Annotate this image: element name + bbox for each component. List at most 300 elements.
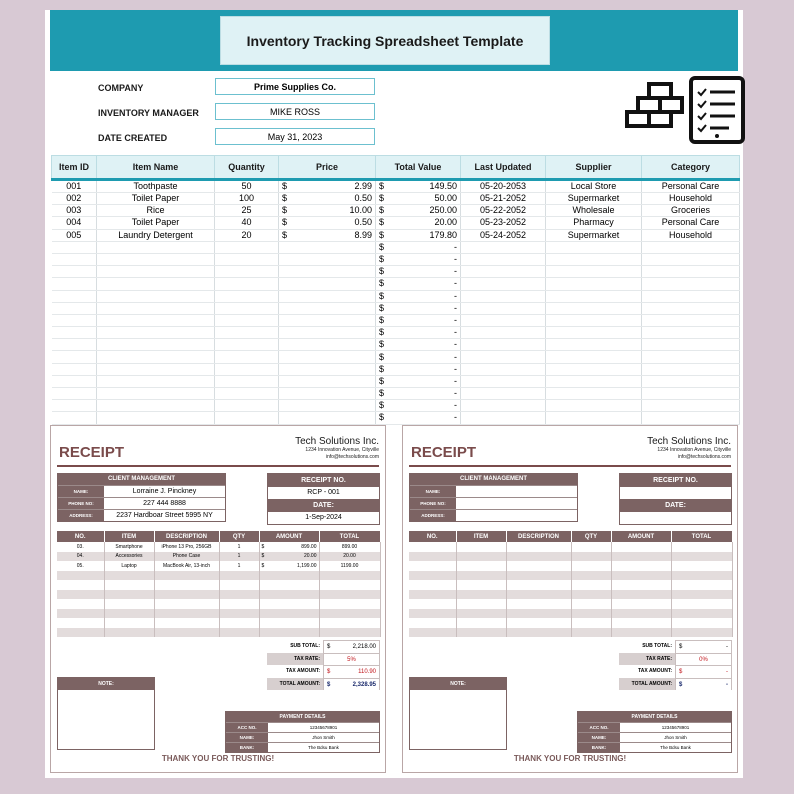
manager-field[interactable]: MIKE ROSS bbox=[215, 103, 375, 120]
item-no[interactable] bbox=[57, 618, 104, 628]
item-total[interactable] bbox=[671, 571, 732, 581]
cell-total-value[interactable] bbox=[376, 314, 461, 326]
cell-empty[interactable] bbox=[642, 302, 740, 314]
item-amount[interactable] bbox=[259, 628, 319, 638]
col-supplier[interactable]: Supplier bbox=[546, 156, 642, 180]
item-qty[interactable] bbox=[219, 571, 259, 581]
cell-empty[interactable] bbox=[97, 351, 215, 363]
item-total[interactable] bbox=[319, 618, 380, 628]
col-last-updated[interactable]: Last Updated bbox=[461, 156, 546, 180]
cell-empty[interactable] bbox=[642, 266, 740, 278]
item-no[interactable] bbox=[409, 590, 456, 600]
item-qty[interactable] bbox=[571, 599, 611, 609]
item-description[interactable] bbox=[506, 552, 571, 562]
cell-empty[interactable] bbox=[215, 253, 279, 265]
cell-empty[interactable] bbox=[279, 327, 376, 339]
cell-empty[interactable] bbox=[461, 339, 546, 351]
cell-empty[interactable] bbox=[546, 302, 642, 314]
cell-empty[interactable] bbox=[461, 400, 546, 412]
item-qty[interactable] bbox=[571, 618, 611, 628]
item-name[interactable] bbox=[104, 580, 154, 590]
cell-total-value[interactable] bbox=[376, 339, 461, 351]
cell-supplier[interactable]: Local Store bbox=[546, 180, 642, 193]
cell-empty[interactable] bbox=[215, 412, 279, 424]
cell-empty[interactable] bbox=[52, 302, 97, 314]
cell-empty[interactable] bbox=[546, 351, 642, 363]
item-no[interactable]: 04. bbox=[57, 552, 104, 562]
cell-total-value[interactable] bbox=[376, 241, 461, 253]
cell-empty[interactable] bbox=[461, 388, 546, 400]
item-name[interactable] bbox=[104, 628, 154, 638]
cell-empty[interactable] bbox=[461, 278, 546, 290]
cell-empty[interactable] bbox=[52, 375, 97, 387]
col-item-id[interactable]: Item ID bbox=[52, 156, 97, 180]
cell-empty[interactable] bbox=[97, 314, 215, 326]
cell-item-id[interactable]: 003 bbox=[52, 205, 97, 217]
cell-supplier[interactable]: Pharmacy bbox=[546, 217, 642, 229]
cell-empty[interactable] bbox=[642, 363, 740, 375]
item-amount[interactable] bbox=[259, 599, 319, 609]
item-name[interactable] bbox=[456, 628, 506, 638]
item-name[interactable] bbox=[456, 599, 506, 609]
item-description[interactable]: MacBook Air, 13-inch bbox=[154, 561, 219, 571]
item-description[interactable]: iPhone 13 Pro, 256GB bbox=[154, 542, 219, 552]
cell-empty[interactable] bbox=[546, 388, 642, 400]
client-address-field[interactable] bbox=[456, 510, 577, 521]
cell-total-value[interactable] bbox=[376, 327, 461, 339]
item-qty[interactable] bbox=[219, 628, 259, 638]
cell-last-updated[interactable]: 05-23-2052 bbox=[461, 217, 546, 229]
item-no[interactable]: 03. bbox=[57, 542, 104, 552]
item-amount[interactable] bbox=[259, 609, 319, 619]
cell-empty[interactable] bbox=[215, 314, 279, 326]
cell-empty[interactable] bbox=[546, 363, 642, 375]
cell-empty[interactable] bbox=[546, 314, 642, 326]
cell-empty[interactable] bbox=[279, 375, 376, 387]
cell-empty[interactable] bbox=[279, 351, 376, 363]
cell-empty[interactable] bbox=[279, 290, 376, 302]
item-total[interactable] bbox=[671, 609, 732, 619]
cell-empty[interactable] bbox=[97, 253, 215, 265]
cell-empty[interactable] bbox=[97, 363, 215, 375]
item-description[interactable] bbox=[506, 599, 571, 609]
item-amount[interactable] bbox=[611, 618, 671, 628]
item-description[interactable] bbox=[506, 628, 571, 638]
cell-empty[interactable] bbox=[461, 375, 546, 387]
taxrate-field[interactable] bbox=[323, 653, 380, 666]
cell-total-value[interactable] bbox=[376, 363, 461, 375]
cell-empty[interactable] bbox=[461, 363, 546, 375]
cell-empty[interactable] bbox=[52, 278, 97, 290]
col-quantity[interactable]: Quantity bbox=[215, 156, 279, 180]
cell-empty[interactable] bbox=[461, 302, 546, 314]
cell-empty[interactable] bbox=[461, 266, 546, 278]
item-description[interactable] bbox=[154, 571, 219, 581]
item-no[interactable] bbox=[409, 561, 456, 571]
cell-empty[interactable] bbox=[97, 388, 215, 400]
cell-empty[interactable] bbox=[52, 351, 97, 363]
item-total[interactable]: 899.00 bbox=[319, 542, 380, 552]
cell-total-value[interactable] bbox=[376, 290, 461, 302]
cell-empty[interactable] bbox=[642, 388, 740, 400]
cell-category[interactable]: Household bbox=[642, 193, 740, 205]
cell-empty[interactable] bbox=[97, 290, 215, 302]
item-no[interactable] bbox=[57, 580, 104, 590]
item-amount[interactable] bbox=[611, 599, 671, 609]
item-total[interactable]: 20.00 bbox=[319, 552, 380, 562]
cell-empty[interactable] bbox=[546, 266, 642, 278]
item-name[interactable]: Smartphone bbox=[104, 542, 154, 552]
cell-empty[interactable] bbox=[97, 375, 215, 387]
cell-item-name[interactable]: Toilet Paper bbox=[97, 193, 215, 205]
item-qty[interactable] bbox=[219, 618, 259, 628]
receipt-no-field[interactable] bbox=[620, 487, 731, 499]
item-no[interactable] bbox=[409, 618, 456, 628]
item-no[interactable] bbox=[409, 628, 456, 638]
cell-total-value[interactable] bbox=[376, 351, 461, 363]
cell-empty[interactable] bbox=[215, 400, 279, 412]
cell-price[interactable] bbox=[279, 205, 376, 217]
cell-empty[interactable] bbox=[52, 327, 97, 339]
cell-empty[interactable] bbox=[97, 278, 215, 290]
cell-item-id[interactable]: 005 bbox=[52, 229, 97, 241]
item-amount[interactable] bbox=[259, 571, 319, 581]
cell-empty[interactable] bbox=[461, 314, 546, 326]
cell-price[interactable] bbox=[279, 193, 376, 205]
item-amount[interactable] bbox=[259, 561, 319, 571]
cell-empty[interactable] bbox=[215, 339, 279, 351]
cell-empty[interactable] bbox=[52, 241, 97, 253]
cell-empty[interactable] bbox=[461, 351, 546, 363]
cell-empty[interactable] bbox=[279, 363, 376, 375]
item-description[interactable] bbox=[506, 542, 571, 552]
client-address-field[interactable]: 2237 Hardboar Street 5995 NY bbox=[116, 512, 213, 519]
cell-item-id[interactable]: 004 bbox=[52, 217, 97, 229]
client-phone-field[interactable] bbox=[456, 498, 577, 509]
cell-empty[interactable] bbox=[215, 266, 279, 278]
item-total[interactable] bbox=[671, 628, 732, 638]
cell-item-name[interactable]: Laundry Detergent bbox=[97, 229, 215, 241]
acc-no-field[interactable]: 12345678901 bbox=[661, 725, 690, 730]
item-no[interactable]: 05. bbox=[57, 561, 104, 571]
item-qty[interactable] bbox=[571, 590, 611, 600]
cell-empty[interactable] bbox=[279, 400, 376, 412]
item-description[interactable] bbox=[506, 561, 571, 571]
cell-total-value[interactable] bbox=[376, 412, 461, 424]
cell-empty[interactable] bbox=[642, 351, 740, 363]
cell-total-value[interactable] bbox=[376, 193, 461, 205]
cell-item-name[interactable]: Rice bbox=[97, 205, 215, 217]
item-qty[interactable] bbox=[571, 571, 611, 581]
item-name[interactable] bbox=[456, 609, 506, 619]
cell-empty[interactable] bbox=[642, 290, 740, 302]
item-amount[interactable] bbox=[611, 628, 671, 638]
date-field[interactable]: 1-Sep-2024 bbox=[305, 514, 342, 521]
acc-name-field[interactable]: Jhon Smith bbox=[312, 735, 335, 740]
receipt-no-field[interactable]: RCP - 001 bbox=[307, 489, 340, 496]
cell-supplier[interactable]: Supermarket bbox=[546, 229, 642, 241]
item-total[interactable] bbox=[671, 580, 732, 590]
taxrate-field[interactable] bbox=[675, 653, 732, 666]
item-total[interactable] bbox=[671, 618, 732, 628]
cell-empty[interactable] bbox=[279, 388, 376, 400]
item-no[interactable] bbox=[57, 628, 104, 638]
cell-category[interactable]: Personal Care bbox=[642, 217, 740, 229]
cell-empty[interactable] bbox=[279, 253, 376, 265]
item-no[interactable] bbox=[409, 609, 456, 619]
cell-quantity[interactable]: 100 bbox=[215, 193, 279, 205]
item-no[interactable] bbox=[409, 571, 456, 581]
item-name[interactable] bbox=[456, 552, 506, 562]
cell-empty[interactable] bbox=[279, 278, 376, 290]
cell-empty[interactable] bbox=[52, 290, 97, 302]
cell-total-value[interactable] bbox=[376, 180, 461, 193]
item-total[interactable] bbox=[319, 609, 380, 619]
item-qty[interactable] bbox=[571, 609, 611, 619]
item-description[interactable] bbox=[154, 580, 219, 590]
item-description[interactable] bbox=[506, 618, 571, 628]
acc-no-field[interactable]: 12345678901 bbox=[309, 725, 338, 730]
cell-total-value[interactable] bbox=[376, 205, 461, 217]
cell-empty[interactable] bbox=[642, 278, 740, 290]
item-qty[interactable]: 1 bbox=[219, 542, 259, 552]
item-qty[interactable] bbox=[571, 580, 611, 590]
item-description[interactable] bbox=[506, 580, 571, 590]
cell-empty[interactable] bbox=[52, 363, 97, 375]
cell-item-name[interactable]: Toilet Paper bbox=[97, 217, 215, 229]
col-item-name[interactable]: Item Name bbox=[97, 156, 215, 180]
item-no[interactable] bbox=[409, 552, 456, 562]
cell-empty[interactable] bbox=[461, 412, 546, 424]
cell-item-name[interactable]: Toothpaste bbox=[97, 180, 215, 193]
cell-total-value[interactable] bbox=[376, 278, 461, 290]
cell-empty[interactable] bbox=[97, 412, 215, 424]
cell-quantity[interactable]: 20 bbox=[215, 229, 279, 241]
cell-empty[interactable] bbox=[642, 241, 740, 253]
cell-empty[interactable] bbox=[642, 327, 740, 339]
cell-empty[interactable] bbox=[97, 241, 215, 253]
item-description[interactable]: Phone Case bbox=[154, 552, 219, 562]
cell-empty[interactable] bbox=[97, 266, 215, 278]
cell-empty[interactable] bbox=[546, 327, 642, 339]
cell-item-id[interactable]: 001 bbox=[52, 180, 97, 193]
item-amount[interactable] bbox=[259, 542, 319, 552]
item-total[interactable] bbox=[319, 599, 380, 609]
cell-price[interactable] bbox=[279, 217, 376, 229]
item-name[interactable] bbox=[104, 590, 154, 600]
company-field[interactable]: Prime Supplies Co. bbox=[215, 78, 375, 95]
item-name[interactable] bbox=[456, 561, 506, 571]
cell-empty[interactable] bbox=[52, 314, 97, 326]
item-description[interactable] bbox=[154, 628, 219, 638]
cell-last-updated[interactable]: 05-24-2052 bbox=[461, 229, 546, 241]
cell-supplier[interactable]: Wholesale bbox=[546, 205, 642, 217]
col-price[interactable]: Price bbox=[279, 156, 376, 180]
item-name[interactable] bbox=[456, 580, 506, 590]
cell-total-value[interactable] bbox=[376, 302, 461, 314]
cell-empty[interactable] bbox=[97, 339, 215, 351]
cell-empty[interactable] bbox=[97, 327, 215, 339]
item-no[interactable] bbox=[409, 580, 456, 590]
item-amount[interactable] bbox=[611, 580, 671, 590]
item-name[interactable] bbox=[104, 571, 154, 581]
cell-empty[interactable] bbox=[215, 327, 279, 339]
item-total[interactable] bbox=[671, 561, 732, 571]
col-total-value[interactable]: Total Value bbox=[376, 156, 461, 180]
item-name[interactable] bbox=[104, 599, 154, 609]
item-qty[interactable] bbox=[219, 580, 259, 590]
item-description[interactable] bbox=[506, 609, 571, 619]
cell-empty[interactable] bbox=[52, 400, 97, 412]
item-amount[interactable] bbox=[611, 609, 671, 619]
cell-quantity[interactable]: 50 bbox=[215, 180, 279, 193]
item-total[interactable] bbox=[319, 580, 380, 590]
item-qty[interactable]: 1 bbox=[219, 561, 259, 571]
cell-empty[interactable] bbox=[97, 400, 215, 412]
cell-empty[interactable] bbox=[52, 339, 97, 351]
cell-empty[interactable] bbox=[52, 412, 97, 424]
cell-empty[interactable] bbox=[215, 388, 279, 400]
cell-empty[interactable] bbox=[215, 302, 279, 314]
cell-empty[interactable] bbox=[215, 241, 279, 253]
item-total[interactable] bbox=[671, 599, 732, 609]
cell-empty[interactable] bbox=[546, 400, 642, 412]
date-field[interactable] bbox=[620, 512, 731, 524]
cell-empty[interactable] bbox=[642, 412, 740, 424]
cell-empty[interactable] bbox=[279, 302, 376, 314]
item-total[interactable]: 1199.00 bbox=[319, 561, 380, 571]
cell-empty[interactable] bbox=[215, 290, 279, 302]
cell-total-value[interactable] bbox=[376, 375, 461, 387]
item-amount[interactable] bbox=[611, 590, 671, 600]
item-total[interactable] bbox=[319, 571, 380, 581]
item-amount[interactable] bbox=[259, 552, 319, 562]
item-name[interactable] bbox=[456, 590, 506, 600]
item-qty[interactable] bbox=[219, 599, 259, 609]
item-total[interactable] bbox=[319, 628, 380, 638]
note-box[interactable] bbox=[409, 677, 507, 750]
date-created-field[interactable]: May 31, 2023 bbox=[215, 128, 375, 145]
cell-empty[interactable] bbox=[546, 412, 642, 424]
item-qty[interactable] bbox=[571, 542, 611, 552]
item-name[interactable] bbox=[456, 571, 506, 581]
cell-empty[interactable] bbox=[546, 339, 642, 351]
item-amount[interactable] bbox=[611, 571, 671, 581]
item-name[interactable] bbox=[104, 618, 154, 628]
cell-empty[interactable] bbox=[279, 412, 376, 424]
cell-total-value[interactable] bbox=[376, 217, 461, 229]
item-no[interactable] bbox=[409, 599, 456, 609]
item-description[interactable] bbox=[154, 599, 219, 609]
client-name-field[interactable]: Lorraine J. Pinckney bbox=[132, 488, 197, 495]
client-phone-field[interactable]: 227 444 8888 bbox=[143, 500, 186, 507]
item-name[interactable] bbox=[456, 618, 506, 628]
cell-empty[interactable] bbox=[52, 266, 97, 278]
cell-empty[interactable] bbox=[461, 253, 546, 265]
cell-empty[interactable] bbox=[97, 302, 215, 314]
cell-total-value[interactable] bbox=[376, 253, 461, 265]
item-qty[interactable] bbox=[219, 590, 259, 600]
cell-empty[interactable] bbox=[215, 351, 279, 363]
cell-empty[interactable] bbox=[461, 290, 546, 302]
cell-category[interactable]: Household bbox=[642, 229, 740, 241]
cell-total-value[interactable] bbox=[376, 266, 461, 278]
cell-empty[interactable] bbox=[546, 241, 642, 253]
cell-total-value[interactable] bbox=[376, 388, 461, 400]
cell-empty[interactable] bbox=[642, 314, 740, 326]
cell-empty[interactable] bbox=[279, 266, 376, 278]
cell-empty[interactable] bbox=[546, 278, 642, 290]
cell-category[interactable]: Groceries bbox=[642, 205, 740, 217]
cell-empty[interactable] bbox=[215, 278, 279, 290]
cell-total-value[interactable] bbox=[376, 229, 461, 241]
cell-empty[interactable] bbox=[546, 290, 642, 302]
item-no[interactable] bbox=[57, 599, 104, 609]
item-description[interactable] bbox=[506, 590, 571, 600]
cell-price[interactable] bbox=[279, 229, 376, 241]
item-no[interactable] bbox=[57, 609, 104, 619]
cell-empty[interactable] bbox=[52, 388, 97, 400]
cell-price[interactable] bbox=[279, 180, 376, 193]
item-qty[interactable] bbox=[571, 628, 611, 638]
item-amount[interactable] bbox=[259, 618, 319, 628]
item-qty[interactable] bbox=[571, 552, 611, 562]
cell-category[interactable]: Personal Care bbox=[642, 180, 740, 193]
cell-quantity[interactable]: 40 bbox=[215, 217, 279, 229]
cell-quantity[interactable]: 25 bbox=[215, 205, 279, 217]
cell-supplier[interactable]: Supermarket bbox=[546, 193, 642, 205]
note-box[interactable] bbox=[57, 677, 155, 750]
cell-empty[interactable] bbox=[279, 241, 376, 253]
bank-field[interactable]: The Bdsu Bank bbox=[660, 745, 691, 750]
item-total[interactable] bbox=[319, 590, 380, 600]
cell-last-updated[interactable]: 05-20-2053 bbox=[461, 180, 546, 193]
item-qty[interactable] bbox=[219, 609, 259, 619]
item-name[interactable] bbox=[456, 542, 506, 552]
cell-last-updated[interactable]: 05-21-2052 bbox=[461, 193, 546, 205]
item-qty[interactable]: 1 bbox=[219, 552, 259, 562]
cell-empty[interactable] bbox=[215, 363, 279, 375]
item-description[interactable] bbox=[154, 618, 219, 628]
cell-total-value[interactable] bbox=[376, 400, 461, 412]
item-amount[interactable] bbox=[611, 561, 671, 571]
cell-empty[interactable] bbox=[546, 375, 642, 387]
item-amount[interactable] bbox=[259, 590, 319, 600]
col-category[interactable]: Category bbox=[642, 156, 740, 180]
cell-empty[interactable] bbox=[461, 241, 546, 253]
item-amount[interactable] bbox=[259, 580, 319, 590]
item-qty[interactable] bbox=[571, 561, 611, 571]
item-name[interactable]: Laptop bbox=[104, 561, 154, 571]
item-amount[interactable] bbox=[611, 552, 671, 562]
acc-name-field[interactable]: Jhon Smith bbox=[664, 735, 687, 740]
item-description[interactable] bbox=[154, 609, 219, 619]
cell-empty[interactable] bbox=[642, 339, 740, 351]
item-total[interactable] bbox=[671, 542, 732, 552]
cell-empty[interactable] bbox=[215, 375, 279, 387]
item-no[interactable] bbox=[409, 542, 456, 552]
cell-empty[interactable] bbox=[461, 327, 546, 339]
cell-empty[interactable] bbox=[642, 253, 740, 265]
cell-empty[interactable] bbox=[279, 314, 376, 326]
cell-empty[interactable] bbox=[279, 339, 376, 351]
item-description[interactable] bbox=[154, 590, 219, 600]
item-total[interactable] bbox=[671, 552, 732, 562]
item-description[interactable] bbox=[506, 571, 571, 581]
item-total[interactable] bbox=[671, 590, 732, 600]
cell-item-id[interactable]: 002 bbox=[52, 193, 97, 205]
cell-empty[interactable] bbox=[642, 400, 740, 412]
